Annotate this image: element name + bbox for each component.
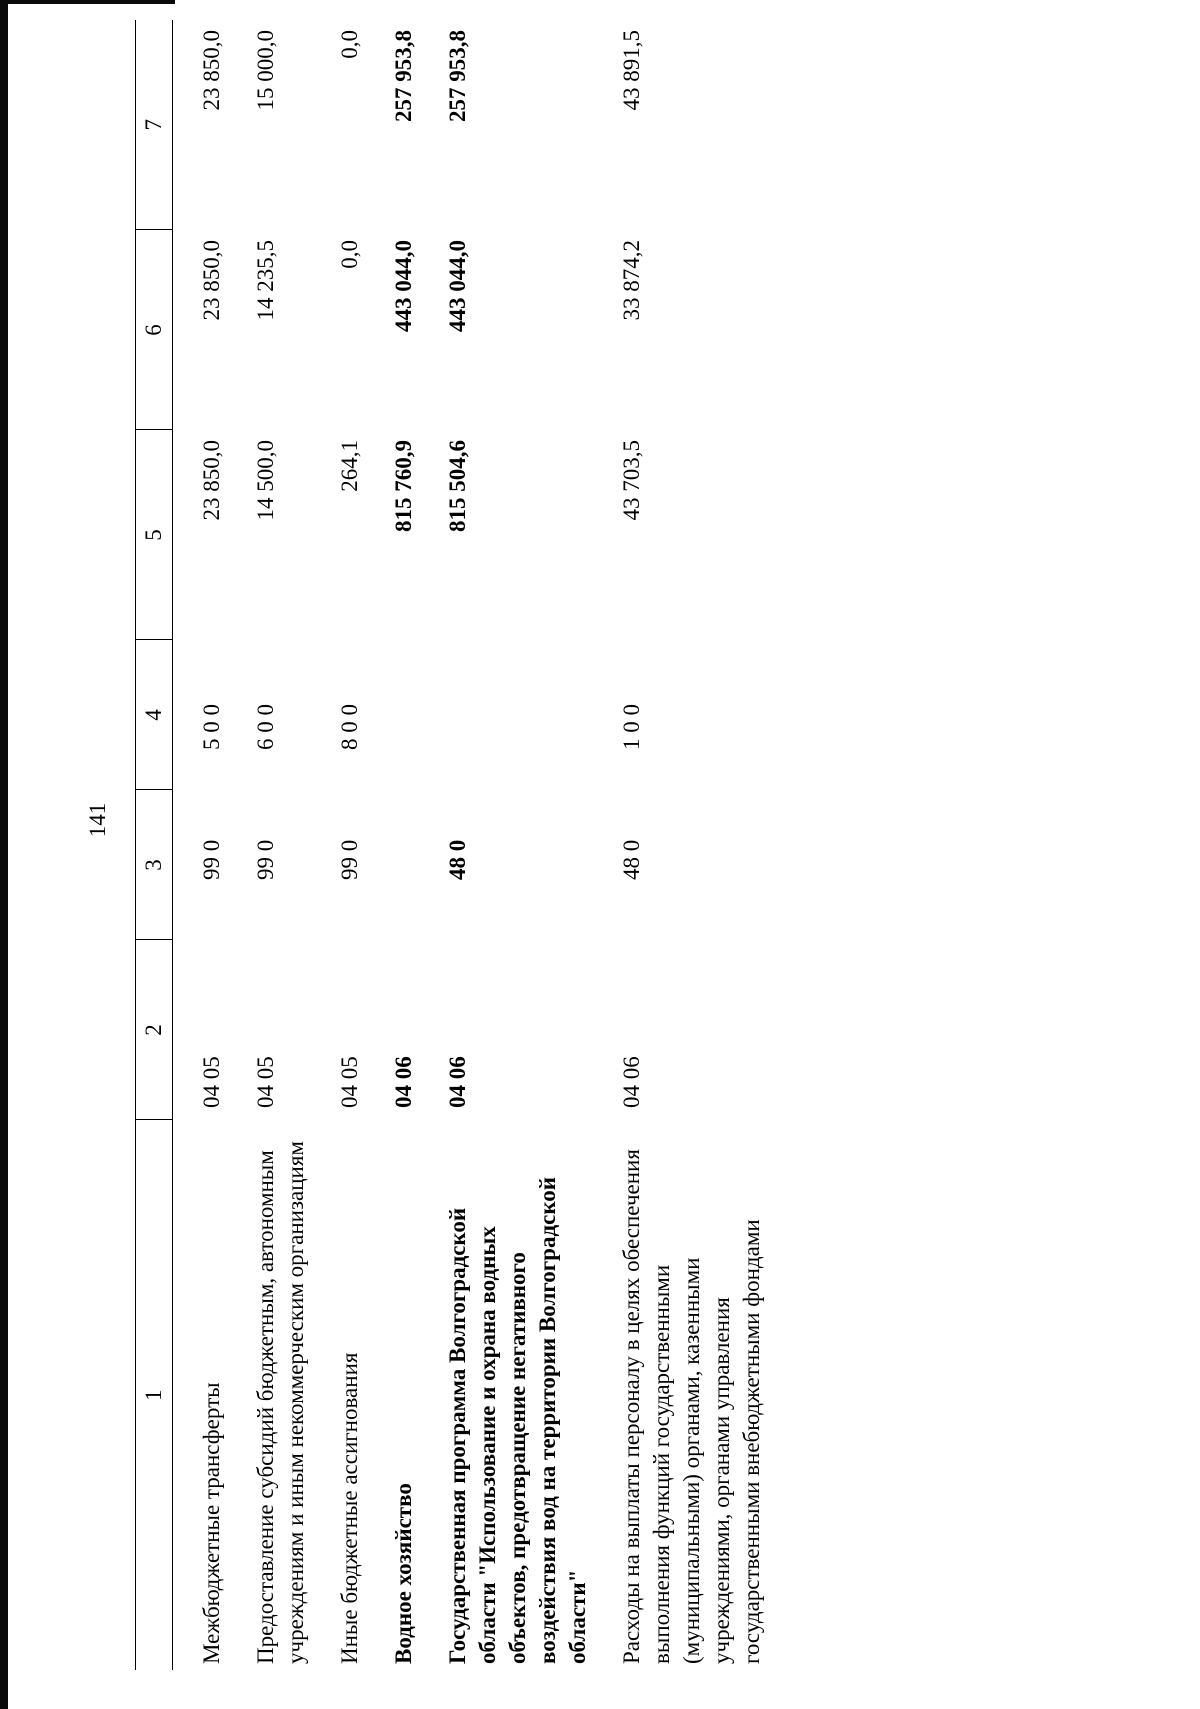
expense-type-code: 8 0 0 [337,704,362,750]
amount-col-5: 23 850,0 [199,440,224,521]
budget-table [135,20,767,1670]
amount-col-7: 257 953,8 [391,30,416,122]
expense-type-code [419,640,593,790]
row-name: Водное хозяйство [391,1483,416,1664]
table-row [311,20,365,1670]
amount-col-5: 264,1 [337,440,362,492]
expense-type-code: 6 0 0 [253,704,278,750]
scan-edge-top [0,0,175,4]
scan-edge-left [0,0,8,1709]
section-code: 04 06 [445,1056,470,1108]
page-number: 141 [85,802,110,838]
amount-col-6: 443 044,0 [445,240,470,332]
amount-col-6: 14 235,5 [253,240,278,321]
header-col-5: 5 [136,430,173,640]
expense-type-code [365,640,419,790]
section-code: 04 05 [199,1056,224,1108]
table-row [419,20,593,1670]
header-col-3: 3 [136,790,173,940]
amount-col-5: 43 703,5 [619,440,644,521]
expense-type-code: 5 0 0 [199,704,224,750]
row-name: Расходы на выплаты персоналу в целях обеспечения выполнения функций государственными (муниципальными) органами, казенными учреждениями, органами управления государственными внебюджетными фондами [619,1149,764,1664]
table-row [227,20,311,1670]
program-code: 48 0 [445,839,470,880]
header-col-4: 4 [136,640,173,790]
section-code: 04 05 [253,1056,278,1108]
amount-col-7: 15 000,0 [253,30,278,111]
amount-col-6: 33 874,2 [619,240,644,321]
table-row [593,20,767,1670]
program-code: 99 0 [199,839,224,880]
section-code: 04 06 [619,1056,644,1108]
program-code: 99 0 [253,839,278,880]
amount-col-5: 14 500,0 [253,440,278,521]
rotated-table-container [135,20,955,1670]
expense-type-code: 1 0 0 [619,704,644,750]
header-col-7: 7 [136,20,173,230]
amount-col-7: 0,0 [337,30,362,59]
amount-col-6: 23 850,0 [199,240,224,321]
amount-col-7: 43 891,5 [619,30,644,111]
section-code: 04 05 [337,1056,362,1108]
program-code: 99 0 [337,839,362,880]
amount-col-6: 443 044,0 [391,240,416,332]
header-col-2: 2 [136,940,173,1120]
amount-col-7: 23 850,0 [199,30,224,111]
program-code: 48 0 [619,839,644,880]
header-col-1: 1 [136,1120,173,1670]
table-row [365,20,419,1670]
amount-col-6: 0,0 [337,240,362,269]
row-name: Межбюджетные трансферты [199,1382,224,1664]
table-row [173,20,228,1670]
header-col-6: 6 [136,230,173,430]
row-name: Иные бюджетные ассигнования [337,1352,362,1664]
amount-col-5: 815 504,6 [445,440,470,532]
table-header-row [136,20,173,1670]
amount-col-5: 815 760,9 [391,440,416,532]
amount-col-7: 257 953,8 [445,30,470,122]
row-name: Предоставление субсидий бюджетным, автономным учреждениям и иным некоммерческим организациям [253,1141,308,1664]
row-name: Государственная программа Волгоградской области "Использование и охрана водных объектов, предотвращение негативного воздействия вод на территории Волгоградской области" [445,1176,590,1664]
program-code [365,790,419,940]
section-code: 04 06 [391,1056,416,1108]
